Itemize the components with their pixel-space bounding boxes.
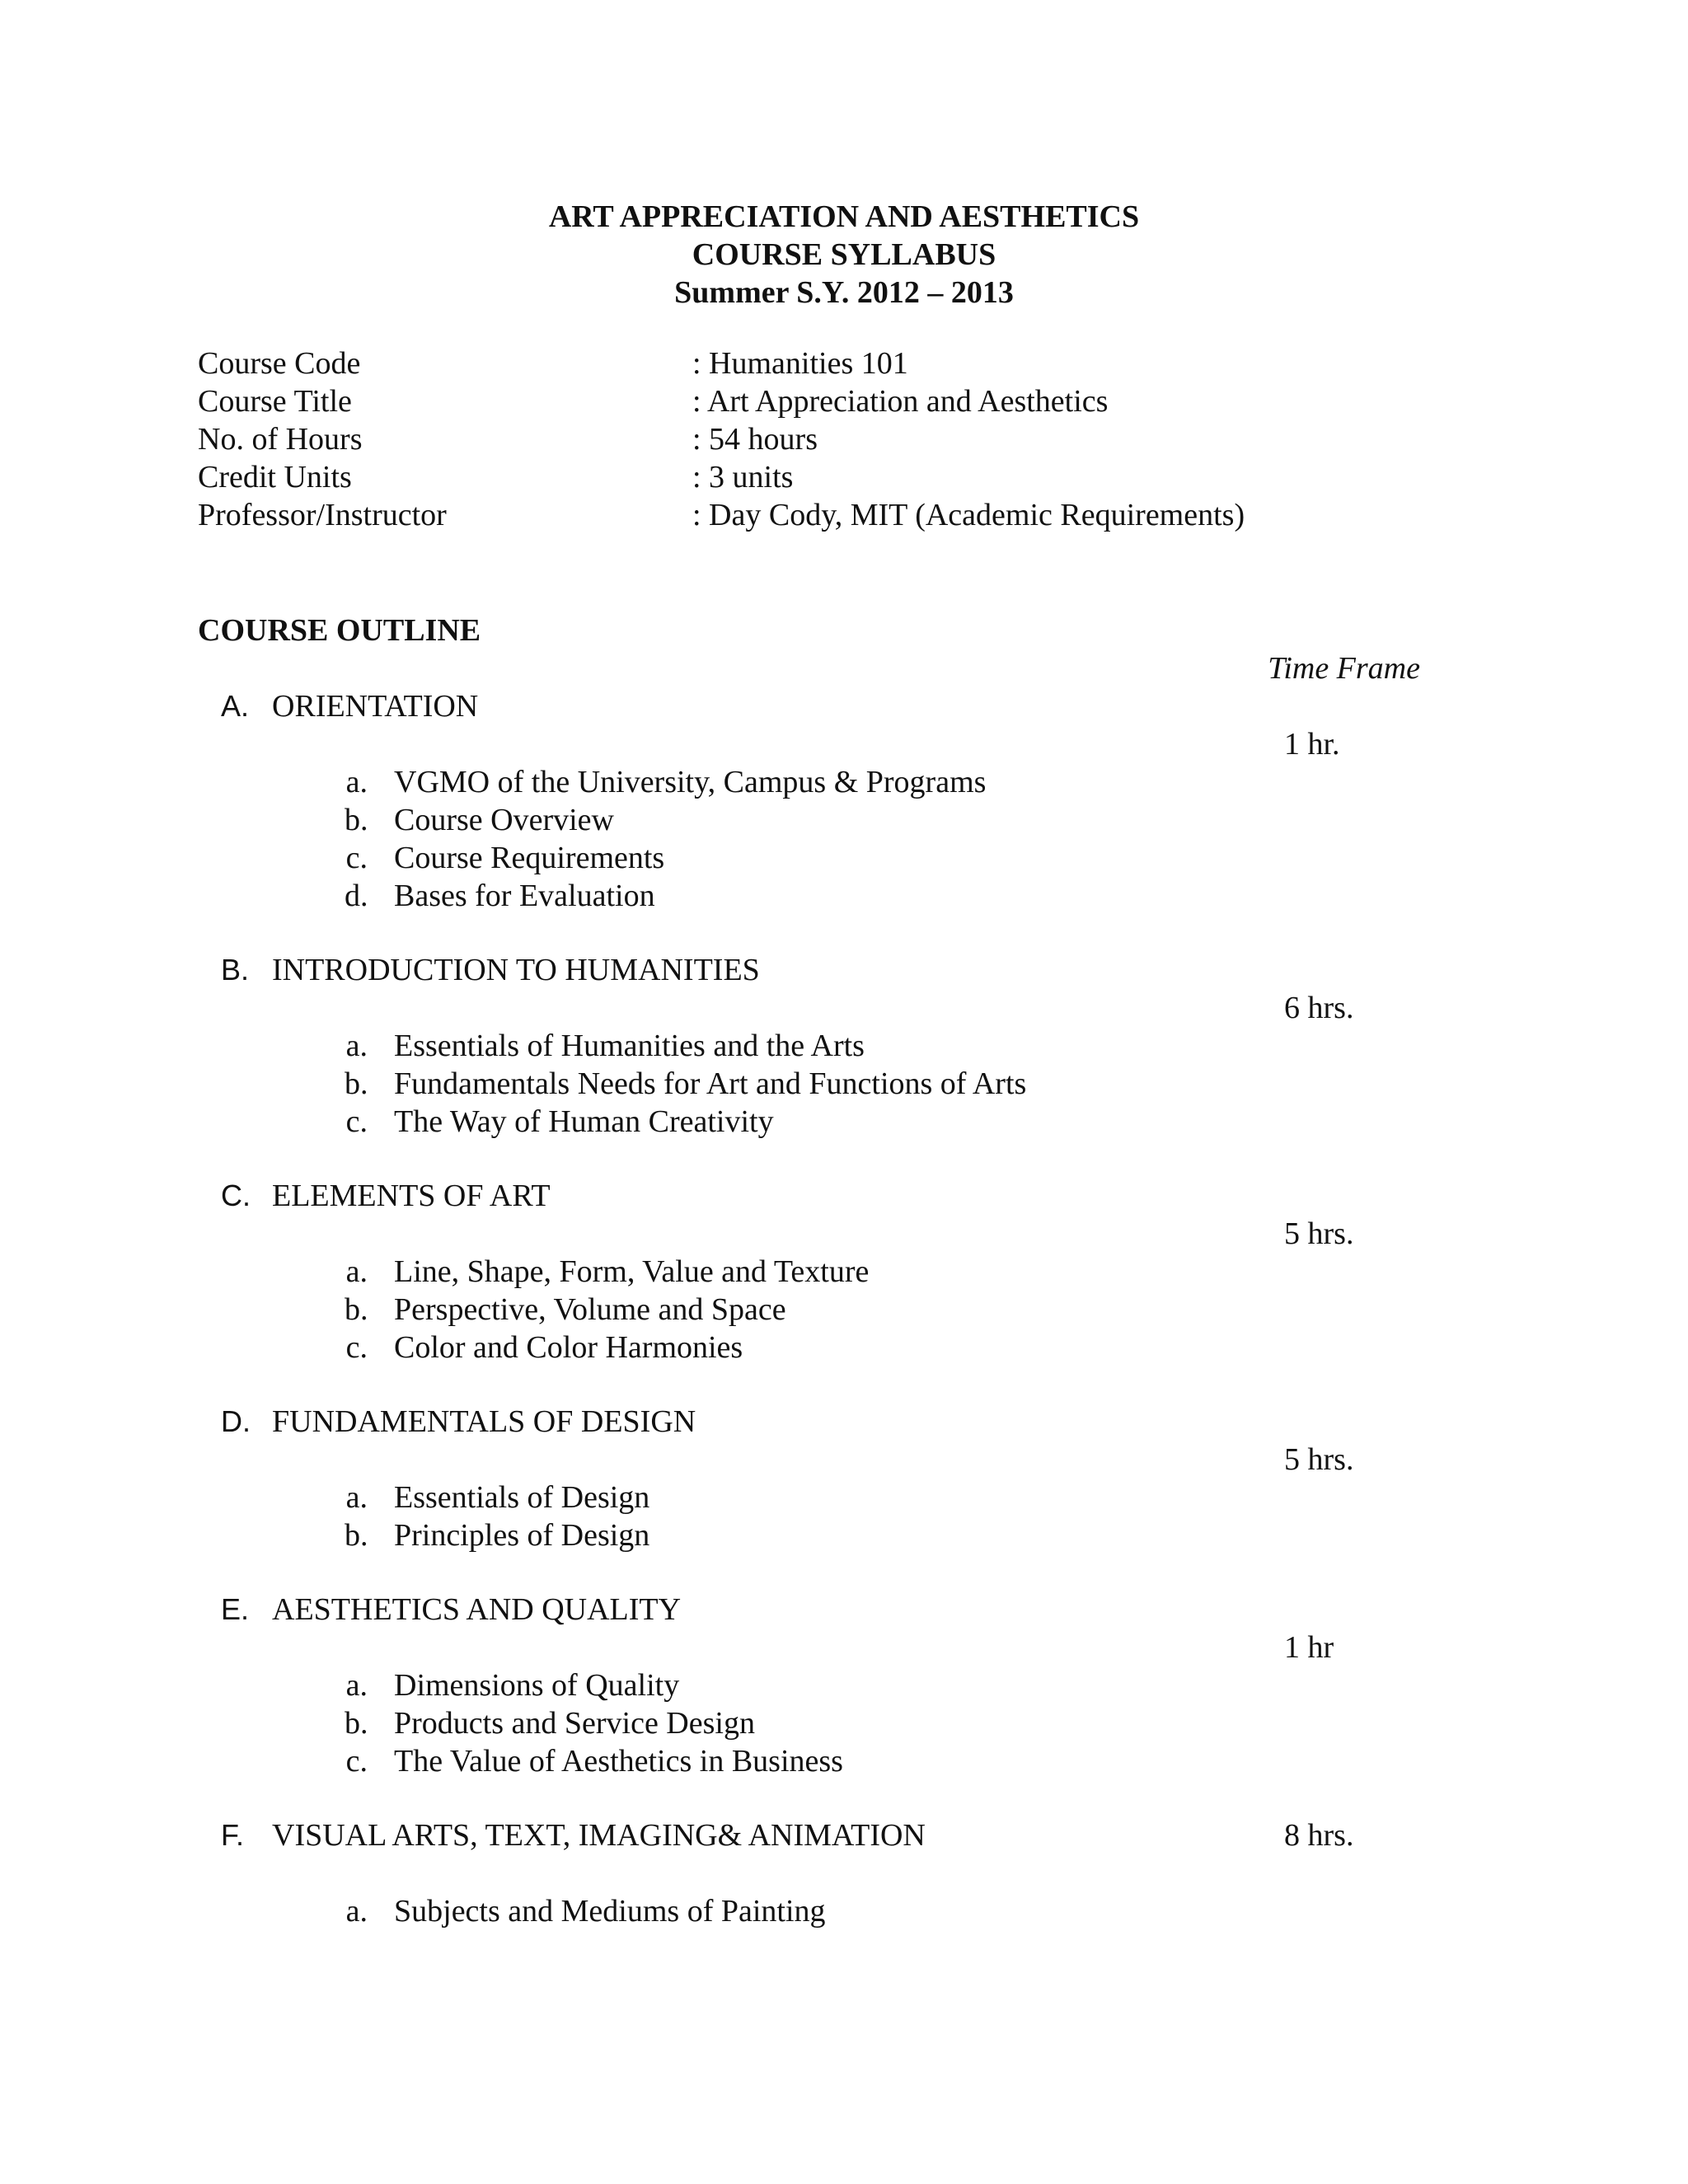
info-label: Professor/Instructor [198, 498, 447, 532]
topic-hours: 5 hrs. [1284, 1442, 1354, 1477]
topic-letter: F. [221, 1818, 245, 1852]
subtopic-letter: a. [345, 1254, 368, 1289]
subtopic-letter: b. [345, 1518, 368, 1553]
subtopic-letter: c. [345, 1744, 368, 1779]
subtopic-title: Perspective, Volume and Space [394, 1292, 786, 1327]
topic-title: INTRODUCTION TO HUMANITIES [272, 953, 760, 987]
topic-hours: 5 hrs. [1284, 1216, 1354, 1251]
topic-title: AESTHETICS AND QUALITY [272, 1592, 682, 1627]
title-line-3: Summer S.Y. 2012 – 2013 [674, 275, 1014, 310]
info-value: : Art Appreciation and Aesthetics [692, 384, 1109, 419]
info-value: : 54 hours [692, 422, 818, 457]
topic-hours: 8 hrs. [1284, 1818, 1354, 1853]
topic-letter: A. [221, 689, 250, 723]
topic-title: ORIENTATION [272, 689, 479, 724]
subtopic-title: Essentials of Design [394, 1480, 650, 1515]
topic-letter: C. [221, 1179, 251, 1212]
subtopic-title: The Way of Human Creativity [394, 1104, 774, 1139]
topic-hours: 6 hrs. [1284, 991, 1354, 1025]
subtopic-title: Course Overview [394, 803, 614, 837]
subtopic-title: Essentials of Humanities and the Arts [394, 1029, 865, 1063]
topic-hours: 1 hr. [1284, 727, 1340, 762]
subtopic-title: Color and Color Harmonies [394, 1330, 743, 1365]
time-frame-header: Time Frame [1268, 651, 1420, 686]
info-value: : 3 units [692, 460, 794, 494]
subtopic-title: VGMO of the University, Campus & Programs [394, 765, 987, 799]
subtopic-letter: a. [345, 1894, 368, 1929]
subtopic-letter: b. [345, 1292, 368, 1327]
subtopic-letter: b. [345, 1706, 368, 1741]
subtopic-title: Course Requirements [394, 841, 665, 875]
subtopic-title: Line, Shape, Form, Value and Texture [394, 1254, 870, 1289]
info-label: Course Title [198, 384, 352, 419]
subtopic-letter: b. [345, 1066, 368, 1101]
subtopic-letter: c. [345, 1330, 368, 1365]
subtopic-letter: d. [345, 879, 368, 913]
topic-title: ELEMENTS OF ART [272, 1179, 551, 1213]
title-line-2: COURSE SYLLABUS [692, 237, 996, 272]
title-line-1: ART APPRECIATION AND AESTHETICS [548, 199, 1140, 234]
info-label: Credit Units [198, 460, 352, 494]
subtopic-letter: b. [345, 803, 368, 837]
subtopic-title: Fundamentals Needs for Art and Functions of Arts [394, 1066, 1027, 1101]
subtopic-letter: a. [345, 1029, 368, 1063]
info-label: No. of Hours [198, 422, 363, 457]
subtopic-letter: a. [345, 765, 368, 799]
topic-letter: B. [221, 953, 250, 987]
subtopic-title: Bases for Evaluation [394, 879, 655, 913]
subtopic-letter: c. [345, 1104, 368, 1139]
topic-letter: D. [221, 1404, 251, 1438]
subtopic-title: The Value of Aesthetics in Business [394, 1744, 843, 1779]
topic-hours: 1 hr [1284, 1630, 1334, 1665]
info-value: : Day Cody, MIT (Academic Requirements) [692, 498, 1245, 532]
subtopic-letter: a. [345, 1480, 368, 1515]
subtopic-title: Subjects and Mediums of Painting [394, 1894, 826, 1929]
subtopic-letter: a. [345, 1668, 368, 1703]
subtopic-title: Principles of Design [394, 1518, 650, 1553]
info-label: Course Code [198, 346, 361, 381]
document-title [0, 198, 1688, 312]
topic-letter: E. [221, 1592, 250, 1626]
info-value: : Humanities 101 [692, 346, 908, 381]
subtopic-title: Dimensions of Quality [394, 1668, 680, 1703]
topic-title: VISUAL ARTS, TEXT, IMAGING& ANIMATION [272, 1818, 926, 1853]
subtopic-letter: c. [345, 841, 368, 875]
subtopic-title: Products and Service Design [394, 1706, 755, 1741]
topic-title: FUNDAMENTALS OF DESIGN [272, 1404, 696, 1439]
course-outline-heading: COURSE OUTLINE [198, 613, 481, 648]
